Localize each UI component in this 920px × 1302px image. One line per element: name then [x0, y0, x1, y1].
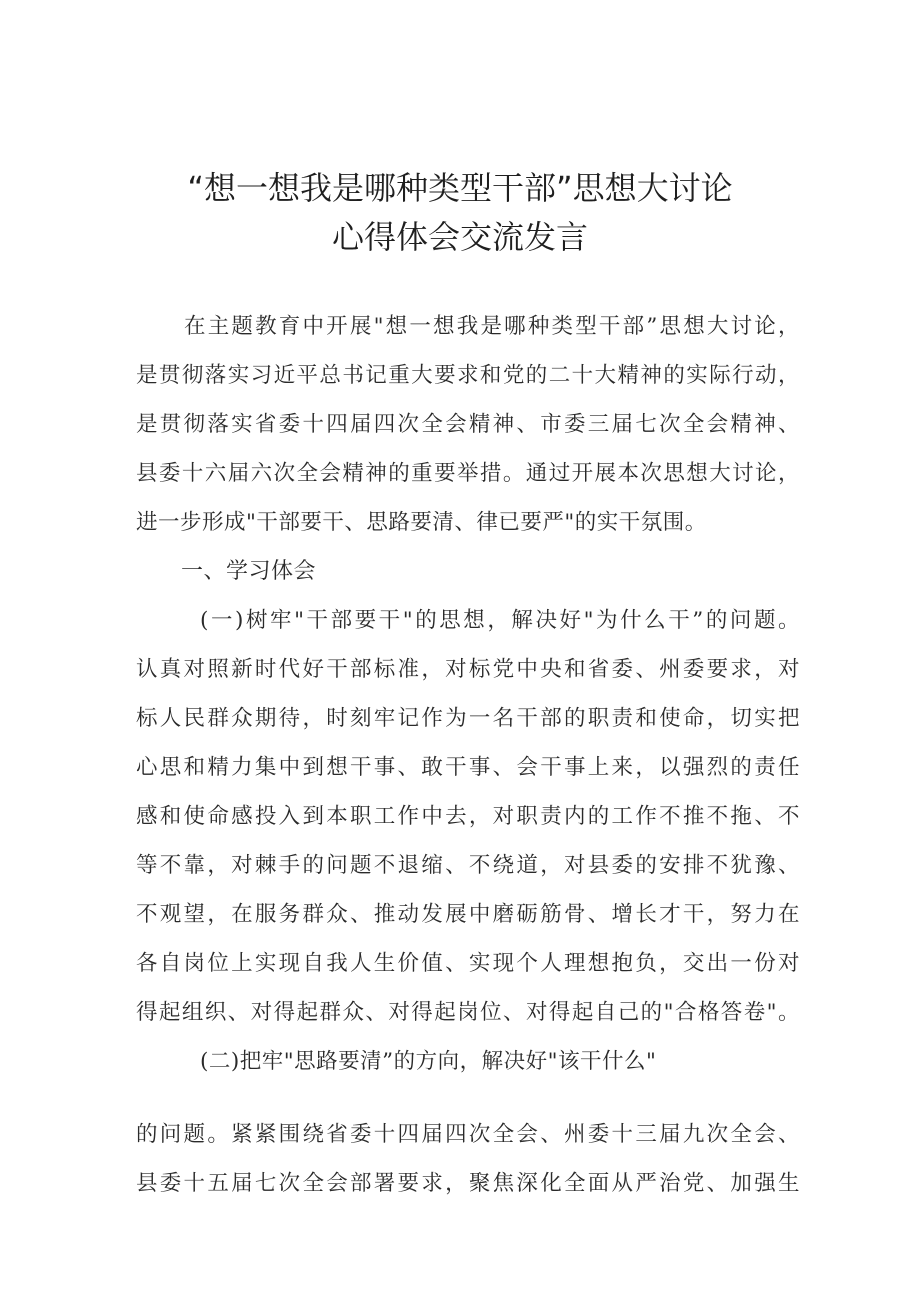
item1-line-6: 等不靠，对棘手的问题不退缩、不绕道，对县委的安排不犹豫、	[136, 853, 800, 878]
document-title-line-1: “想一想我是哪种类型干部”思想大讨论	[187, 169, 733, 207]
item1-line-8: 各自岗位上实现自我人生价值、实现个人理想抱负，交出一份对	[136, 951, 800, 976]
intro-line-4: 县委十六届六次全会精神的重要举措。通过开展本次思想大讨论，	[136, 461, 800, 486]
item1-line-7: 不观望，在服务群众、推动发展中磨砺筋骨、增长才干，努力在	[136, 902, 800, 927]
intro-line-3: 是贯彻落实省委十四届四次全会精神、市委三届七次全会精神、	[136, 412, 800, 437]
document-title-line-2: 心得体会交流发言	[331, 218, 588, 256]
item2-line-1: (二)把牢"思路要清”的方向，解决好"该干什么"	[200, 1049, 657, 1074]
intro-line-1: 在主题教育中开展"想一想我是哪种类型干部”思想大讨论，	[184, 314, 800, 339]
item2-line-3: 县委十五届七次全会部署要求，聚焦深化全面从严治党、加强生	[136, 1171, 800, 1196]
item1-line-4: 心思和精力集中到想干事、敢干事、会干事上来，以强烈的责任	[136, 755, 800, 780]
item1-line-2: 认真对照新时代好干部标准，对标党中央和省委、州委要求，对	[136, 657, 800, 682]
section-heading-study: 一、学习体会	[181, 559, 317, 584]
item2-line-2: 的问题。紧紧围绕省委十四届四次全会、州委十三届九次全会、	[136, 1122, 800, 1147]
item1-line-1: (一)树牢"干部要干"的思想，解决好"为什么干”的问题。	[200, 608, 800, 633]
intro-line-5: 进一步形成"干部要干、思路要清、律已要严"的实干氛围。	[136, 510, 707, 535]
intro-line-2: 是贯彻落实习近平总书记重大要求和党的二十大精神的实际行动，	[136, 363, 800, 388]
item1-line-9: 得起组织、对得起群众、对得起岗位、对得起自己的"合格答卷"。	[136, 1000, 800, 1025]
item1-line-5: 感和使命感投入到本职工作中去，对职责内的工作不推不拖、不	[136, 804, 800, 829]
item1-line-3: 标人民群众期待，时刻牢记作为一名干部的职责和使命，切实把	[136, 706, 800, 731]
